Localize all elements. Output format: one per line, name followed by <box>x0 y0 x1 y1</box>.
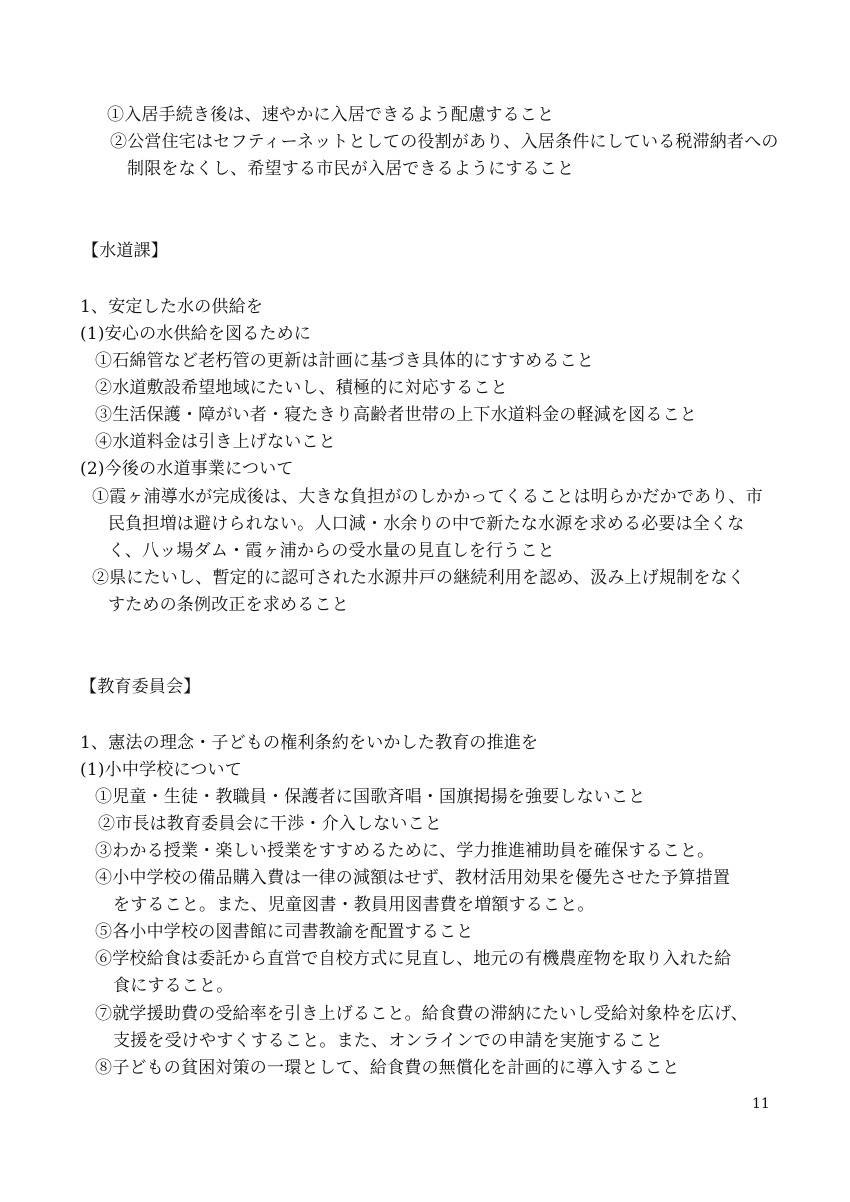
water-sub2-item-1-cont: 民負担増は避けられない。人口減・水余りの中で新たな水源を求める必要は全くな <box>108 514 745 534</box>
water-sub-1: (1)安心の水供給を図るために <box>80 324 312 344</box>
education-item-2: ②市長は教育委員会に干渉・介入しないこと <box>98 814 442 834</box>
education-item-4-cont: をすること。また、児童図書・教員用図書費を増額すること。 <box>113 895 595 915</box>
water-point-1: 1、安定した水の供給を <box>80 297 264 317</box>
education-sub-1: (1)小中学校について <box>80 760 242 780</box>
housing-item-2: ②公営住宅はセフティーネットとしての役割があり、入居条件にしている税滞納者への <box>110 132 779 152</box>
water-sub2-item-2-cont: すための条例改正を求めること <box>108 595 349 615</box>
education-item-7: ⑦就学援助費の受給率を引き上げること。給食費の滞納にたいし受給対象枠を広げ、 <box>95 1004 748 1024</box>
education-item-1: ①児童・生徒・教職員・保護者に国歌斉唱・国旗掲揚を強要しないこと <box>95 787 646 807</box>
water-sub1-item-3: ③生活保護・障がい者・寝たきり高齢者世帯の上下水道料金の軽減を図ること <box>95 405 697 425</box>
water-sub2-item-1: ①霞ヶ浦導水が完成後は、大きな負担がのしかかってくることは明らかだかであり、市 <box>92 487 763 507</box>
education-item-6: ⑥学校給食は委託から直営で自校方式に見直し、地元の有機農産物を取り入れた給 <box>95 949 732 969</box>
water-sub1-item-1: ①石綿管など老朽管の更新は計画に基づき具体的にすすめること <box>95 351 594 371</box>
education-item-7-cont: 支援を受けやすくすること。また、オンラインでの申請を実施すること <box>113 1031 663 1051</box>
section-heading-water: 【水道課】 <box>82 241 168 261</box>
section-heading-education: 【教育委員会】 <box>80 677 201 697</box>
education-item-4: ④小中学校の備品購入費は一律の減額はせず、教材活用効果を優先させた予算措置 <box>95 868 731 888</box>
education-item-6-cont: 食にすること。 <box>113 976 234 996</box>
education-item-5: ⑤各小中学校の図書館に司書教諭を配置すること <box>95 922 474 942</box>
housing-item-2-cont: 制限をなくし、希望する市民が入居できるようにすること <box>127 159 575 179</box>
water-sub2-item-2: ②県にたいし、暫定的に認可された水源井戸の継続利用を認め、汲み上げ規制をなく <box>92 568 745 588</box>
water-sub-2: (2)今後の水道事業について <box>80 459 294 479</box>
education-point-1: 1、憲法の理念・子どもの権利条約をいかした教育の推進を <box>80 733 539 753</box>
water-sub1-item-2: ②水道敷設希望地域にたいし、積極的に対応すること <box>95 378 508 398</box>
education-item-3: ③わかる授業・楽しい授業をすすめるために、学力推進補助員を確保すること。 <box>95 841 715 861</box>
education-item-8: ⑧子どもの貧困対策の一環として、給食費の無償化を計画的に導入すること <box>95 1058 680 1078</box>
page-number: 11 <box>752 1096 770 1112</box>
water-sub2-item-1-cont: く、八ッ場ダム・霞ヶ浦からの受水量の見直しを行うこと <box>108 541 555 561</box>
water-sub1-item-4: ④水道料金は引き上げないこと <box>95 432 336 452</box>
housing-item-1: ①入居手続き後は、速やかに入居できるよう配慮すること <box>107 105 555 125</box>
